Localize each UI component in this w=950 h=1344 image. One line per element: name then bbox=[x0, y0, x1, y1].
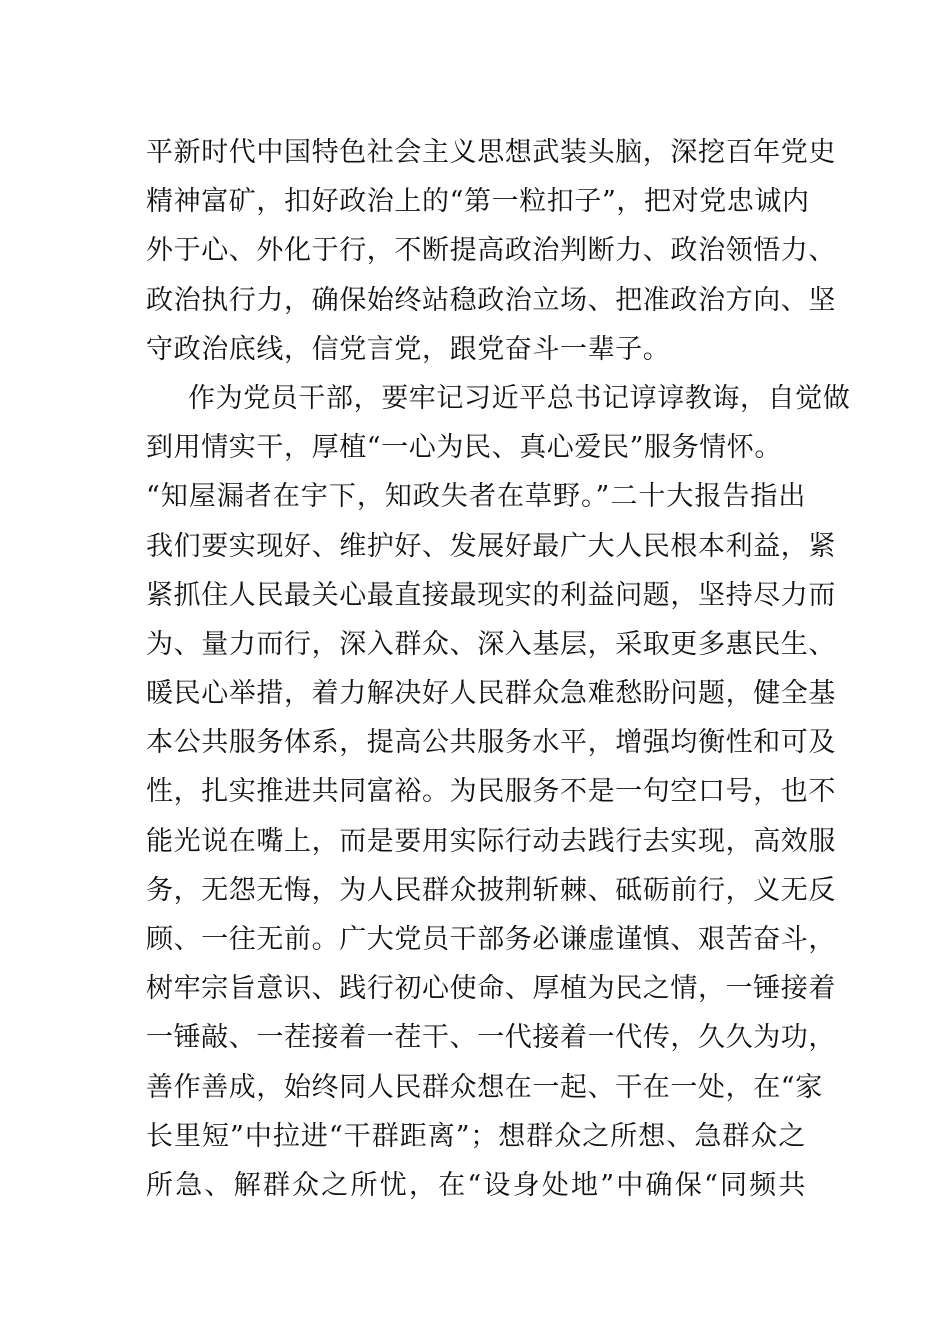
text-line: 守政治底线，信党言党，跟党奋斗一辈子。 bbox=[146, 333, 671, 365]
text-line: 所急、解群众之所忧，在“设身处地”中确保“同频共 bbox=[146, 1169, 806, 1201]
text-line: 一锤敲、一茬接着一茬干、一代接着一代传，久久为功， bbox=[146, 1022, 836, 1054]
text-line: 精神富矿，扣好政治上的“第一粒扣子”，把对党忠诚内 bbox=[146, 186, 810, 218]
body-text bbox=[146, 128, 851, 1210]
text-line: 善作善成，始终同人民群众想在一起、干在一处，在“家 bbox=[146, 1071, 823, 1103]
text-line: 到用情实干，厚植“一心为民、真心爱民”服务情怀。 bbox=[146, 432, 783, 464]
text-line: 长里短”中拉进“干群距离”；想群众之所想、急群众之 bbox=[146, 1120, 806, 1152]
paragraph-first-line: 作为党员干部，要牢记习近平总书记谆谆教诲，自觉做 bbox=[188, 382, 851, 414]
text-line: 能光说在嘴上，而是要用实际行动去践行去实现，高效服 bbox=[146, 825, 836, 857]
text-line: 我们要实现好、维护好、发展好最广大人民根本利益，紧 bbox=[146, 530, 836, 562]
text-line: 暖民心举措，着力解决好人民群众急难愁盼问题，健全基 bbox=[146, 678, 836, 710]
text-line: 树牢宗旨意识、践行初心使命、厚植为民之情，一锤接着 bbox=[146, 973, 836, 1005]
text-line: 本公共服务体系，提高公共服务水平，增强均衡性和可及 bbox=[146, 727, 836, 759]
text-line: 紧抓住人民最关心最直接最现实的利益问题，坚持尽力而 bbox=[146, 579, 836, 611]
text-line: 性，扎实推进共同富裕。为民服务不是一句空口号，也不 bbox=[146, 776, 836, 808]
text-line: 务，无怨无悔，为人民群众披荆斩棘、砥砺前行，义无反 bbox=[146, 874, 836, 906]
text-line: 平新时代中国特色社会主义思想武装头脑，深挖百年党史 bbox=[146, 137, 836, 168]
text-line: 为、量力而行，深入群众、深入基层，采取更多惠民生、 bbox=[146, 628, 836, 660]
text-line: 政治执行力，确保始终站稳政治立场、把准政治方向、坚 bbox=[146, 284, 836, 316]
text-line: 外于心、外化于行，不断提高政治判断力、政治领悟力、 bbox=[146, 235, 836, 267]
text-line: “知屋漏者在宇下，知政失者在草野。”二十大报告指出 bbox=[146, 481, 806, 513]
text-line: 顾、一往无前。广大党员干部务必谦虚谨慎、艰苦奋斗， bbox=[146, 924, 836, 955]
